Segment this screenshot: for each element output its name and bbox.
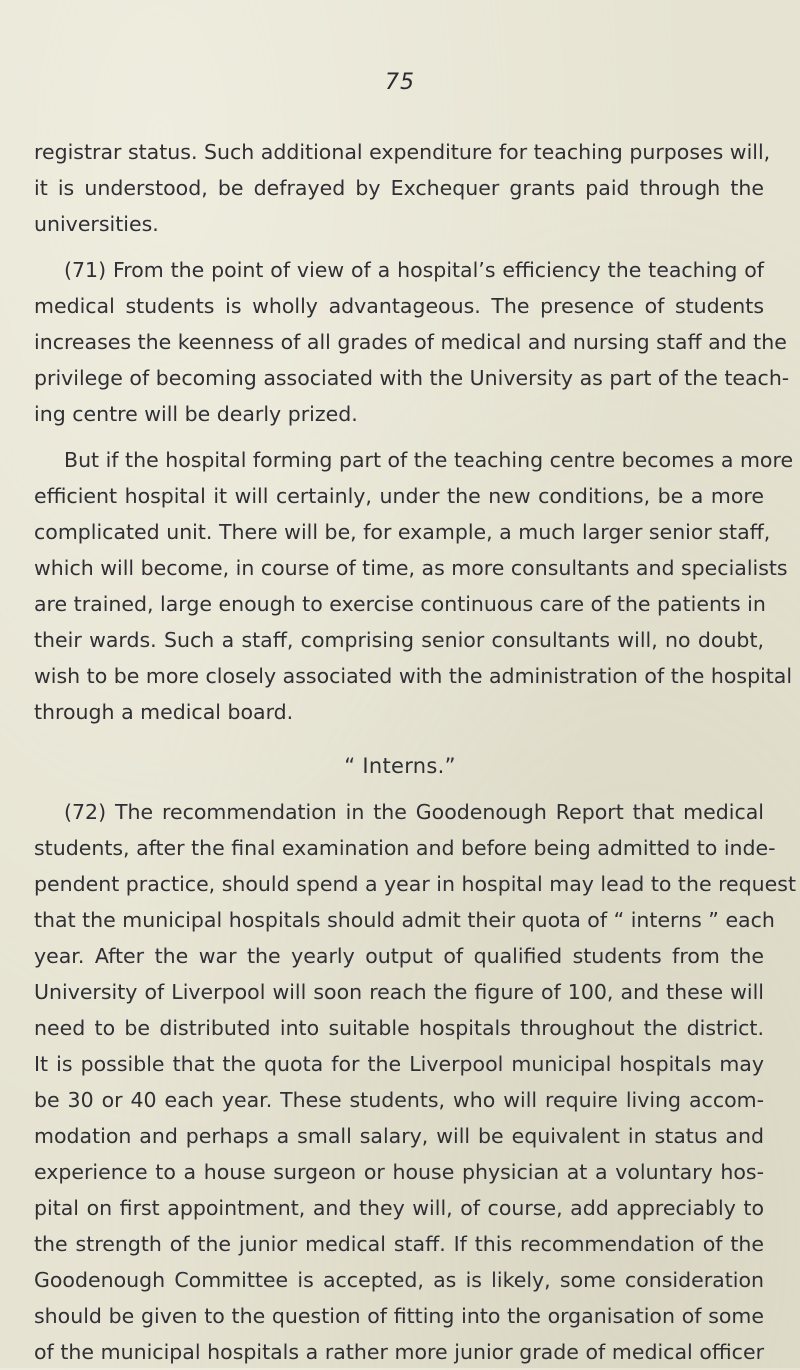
text-line: medical students is wholly advantageous. The presence of students (34, 294, 764, 318)
text-line: registrar status. Such additional expenditure for teaching purposes will, (34, 140, 771, 164)
text-line: wish to be more closely associated with the administration of the hospital (34, 664, 793, 688)
page-number: 75 (385, 70, 415, 95)
text-line: pital on first appointment, and they will, of course, add appreciably to (34, 1196, 764, 1220)
text-line: efficient hospital it will certainly, under the new conditions, be a more (34, 484, 764, 508)
text-line: modation and perhaps a small salary, will be equivalent in status and (34, 1124, 764, 1148)
text-line: complicated unit. There will be, for example, a much larger senior staff, (34, 520, 771, 544)
text-line: increases the keenness of all grades of medical and nursing staff and the (34, 330, 787, 354)
text-line: the strength of the junior medical staff. If this recommendation of the (34, 1232, 764, 1256)
text-line: be 30 or 40 each year. These students, who will require living accom- (34, 1088, 764, 1112)
text-line: should be given to the question of fitting into the organisation of some (34, 1304, 764, 1328)
text-line: Goodenough Committee is accepted, as is likely, some consideration (34, 1268, 764, 1292)
text-line: need to be distributed into suitable hospitals throughout the district. (34, 1016, 764, 1040)
text-line: universities. (34, 212, 159, 236)
text-line: experience to a house surgeon or house physician at a voluntary hos- (34, 1160, 764, 1184)
text-line: University of Liverpool will soon reach the figure of 100, and these will (34, 980, 764, 1004)
text-line: It is possible that the quota for the Liverpool municipal hospitals may (34, 1052, 764, 1076)
text-line: that the municipal hospitals should admit their quota of “ interns ” each (34, 908, 775, 932)
text-line: (71) From the point of view of a hospital’s efficiency the teaching of (64, 258, 764, 282)
text-line: students, after the final examination and before being admitted to inde- (34, 836, 776, 860)
text-line: privilege of becoming associated with the University as part of the teach- (34, 366, 790, 390)
text-line: it is understood, be defrayed by Exchequer grants paid through the (34, 176, 764, 200)
text-line: ing centre will be dearly prized. (34, 402, 358, 426)
text-line: (72) The recommendation in the Goodenough Report that medical (64, 800, 764, 824)
section-heading: “ Interns.” (344, 754, 456, 778)
text-line: which will become, in course of time, as more consultants and specialists (34, 556, 788, 580)
text-line: their wards. Such a staff, comprising senior consultants will, no doubt, (34, 628, 764, 652)
text-line: pendent practice, should spend a year in hospital may lead to the request (34, 872, 797, 896)
text-line: through a medical board. (34, 700, 294, 724)
text-line: of the municipal hospitals a rather more junior grade of medical officer (34, 1340, 764, 1364)
text-line: But if the hospital forming part of the teaching centre becomes a more (64, 448, 794, 472)
text-line: year. After the war the yearly output of qualified students from the (34, 944, 764, 968)
text-line: are trained, large enough to exercise continuous care of the patients in (34, 592, 766, 616)
